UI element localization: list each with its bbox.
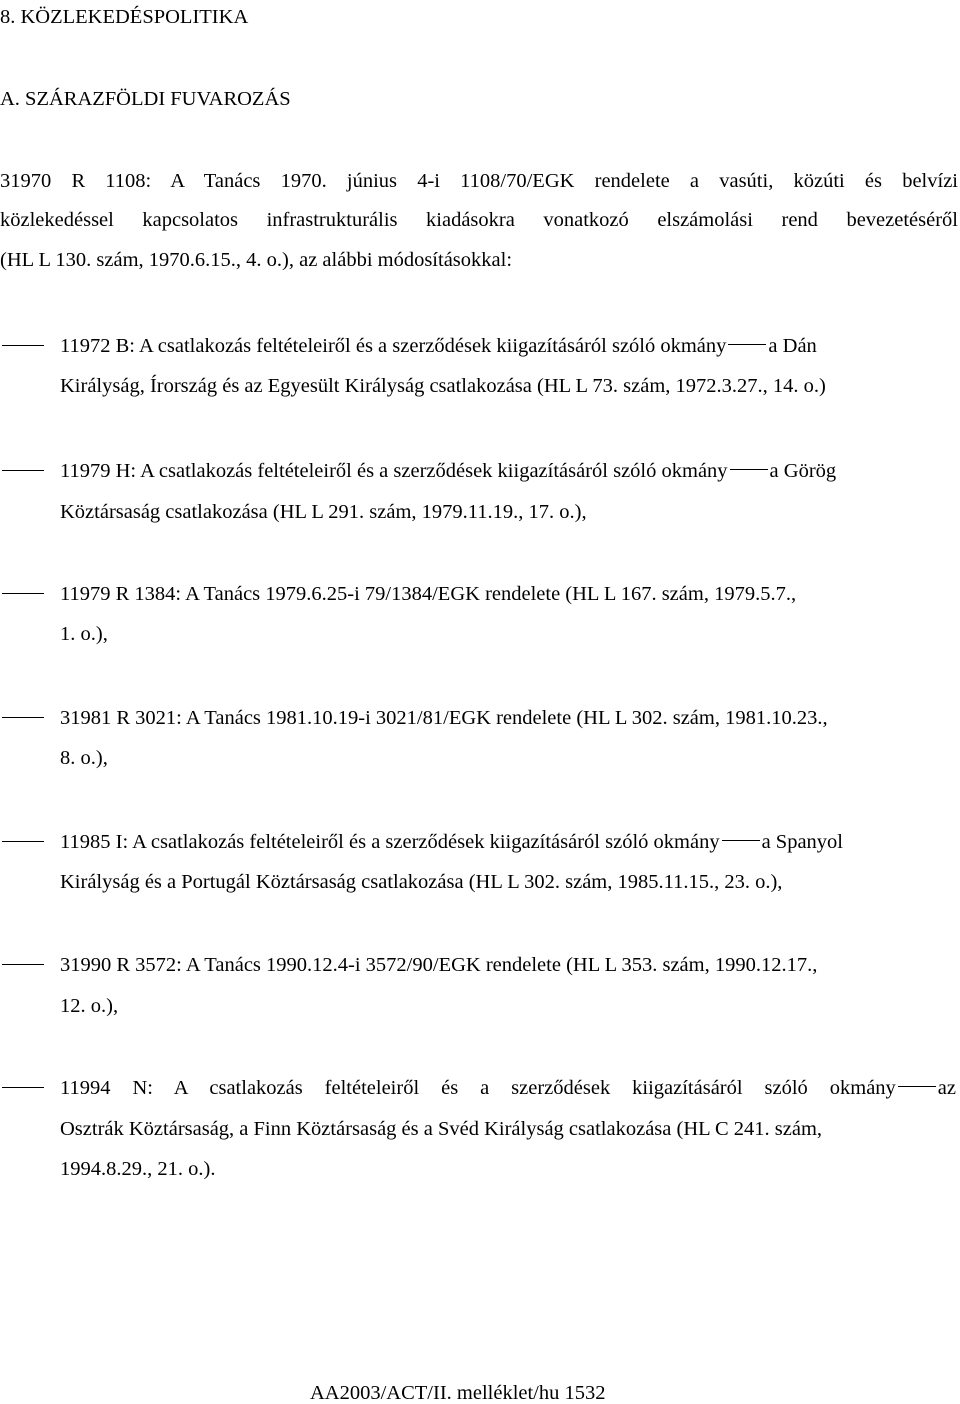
amendment-7-line-3: 1994.8.29., 21. o.).	[60, 1158, 216, 1180]
section-heading: 8. KÖZLEKEDÉSPOLITIKA	[0, 6, 249, 28]
amendment-text: 11979 H: A csatlakozás feltételeiről és a szerződések kiigazításáról szóló okmány	[60, 460, 728, 482]
amendment-1-line-2: Királyság, Írország és az Egyesült Királyság csatlakozása (HL L 73. szám, 1972.3.27., 14. o.)	[60, 375, 826, 397]
page-footer: AA2003/ACT/II. melléklet/hu 1532	[310, 1382, 606, 1404]
amendment-6-line-1: 31990 R 3572: A Tanács 1990.12.4-i 3572/90/EGK rendelete (HL L 353. szám, 1990.12.17.,	[60, 954, 818, 976]
amendment-4-line-1: 31981 R 3021: A Tanács 1981.10.19-i 3021/81/EGK rendelete (HL L 302. szám, 1981.10.23.,	[60, 707, 828, 729]
amendment-5-line-2: Királyság és a Portugál Köztársaság csatlakozása (HL L 302. szám, 1985.11.15., 23. o.),	[60, 871, 783, 893]
amendment-1-line-1	[60, 336, 817, 357]
amendment-text: 11994 N: A csatlakozás feltételeiről és a szerződések kiigazításáról szóló okmány	[60, 1077, 896, 1099]
list-dash	[2, 593, 44, 594]
intro-line-3: (HL L 130. szám, 1970.6.15., 4. o.), az alábbi módosításokkal:	[0, 249, 513, 271]
inline-dash	[730, 469, 768, 470]
amendment-7-line-2: Osztrák Köztársaság, a Finn Köztársaság és a Svéd Királyság csatlakozása (HL C 241. szám,	[60, 1118, 823, 1140]
inline-dash	[722, 840, 760, 841]
list-dash	[2, 841, 44, 842]
amendment-text: a Dán	[768, 335, 817, 357]
list-dash	[2, 717, 44, 718]
amendment-text: 11985 I: A csatlakozás feltételeiről és a szerződések kiigazításáról szóló okmány	[60, 831, 720, 853]
amendment-2-line-1	[60, 461, 836, 482]
amendment-text: az	[937, 1077, 956, 1099]
amendment-3-line-2: 1. o.),	[60, 623, 108, 645]
list-dash	[2, 1087, 44, 1088]
amendment-text: a Görög	[769, 460, 837, 482]
amendment-text: a Spanyol	[761, 831, 843, 853]
amendment-4-line-2: 8. o.),	[60, 747, 108, 769]
amendment-7-line-1	[60, 1078, 956, 1099]
list-dash	[2, 470, 44, 471]
list-dash	[2, 964, 44, 965]
amendment-2-line-2: Köztársaság csatlakozása (HL L 291. szám, 1979.11.19., 17. o.),	[60, 501, 587, 523]
amendment-6-line-2: 12. o.),	[60, 995, 119, 1017]
amendment-3-line-1: 11979 R 1384: A Tanács 1979.6.25-i 79/1384/EGK rendelete (HL L 167. szám, 1979.5.7.,	[60, 583, 797, 605]
amendment-5-line-1	[60, 832, 843, 853]
amendment-text: 11972 B: A csatlakozás feltételeiről és a szerződések kiigazításáról szóló okmány	[60, 335, 727, 357]
intro-line-2: közlekedéssel kapcsolatos infrastrukturális kiadásokra vonatkozó elszámolási rend bevezetéséről	[0, 209, 958, 231]
subsection-heading: A. SZÁRAZFÖLDI FUVAROZÁS	[0, 88, 291, 110]
intro-line-1: 31970 R 1108: A Tanács 1970. június 4-i 1108/70/EGK rendelete a vasúti, közúti és belvízi	[0, 170, 958, 192]
list-dash	[2, 345, 44, 346]
inline-dash	[898, 1086, 936, 1087]
inline-dash	[728, 344, 766, 345]
